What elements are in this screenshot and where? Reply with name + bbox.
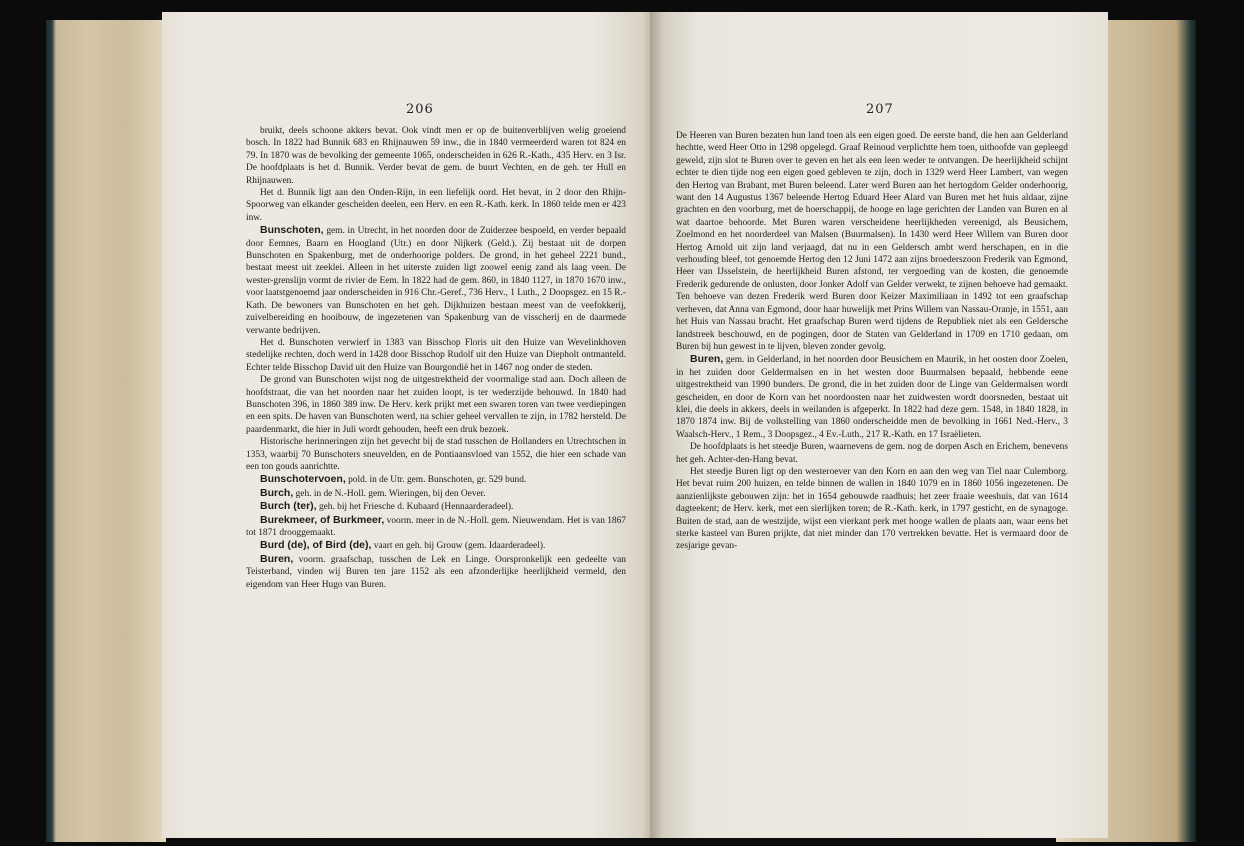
- paragraph: [246, 514, 626, 540]
- entry-headword: Burch (ter),: [260, 500, 317, 513]
- paragraph: [246, 539, 626, 552]
- paragraph-text: Het steedje Buren ligt op den westeroever van den Korn en aan den weg van Tiel naar Culemborg. Het bevat ruim 200 huizen, en telde binnen de wallen in 1840 1079 en in 1860 1056 ingezetenen. De aanzienlijkste gebouwen zijn: het in 1654 gebouwde raadhuis; het zeer fraaie weeshuis, dat van 1614 dagteekent; de Herv. kerk, met een sierlijken toren; de R.-Kath. kerk, in 1797 gesticht, en de synagoge. Buiten de stad, aan de westzijde, wijst een vierkant perk met hooge wallen de plaats aan, waar eens het sterke kasteel van Buren prijkte, dat niet minder dan 170 vertrekken bevatte. Het is vermaard door de zesjarige gevan-: [676, 466, 1068, 552]
- paragraph: [676, 353, 1068, 441]
- paragraph: [246, 337, 626, 374]
- paragraph-text: gem. in Gelderland, in het noorden door Beusichem en Maurik, in het oosten door Zoelen, in het zuiden door Geldermalsen en in het westen door Buurmalsen bepaald, hebbende eene uitgestrektheid van 1990 bunders. De grond, die in het zuiden door de Linge van Geldermalsen wordt gescheiden, en door de Korn van het noordoosten naar het zuidwesten wordt doorsneden, bestaat uit klei, die deels in akkers, deels in weilanden is afgeperkt. In 1822 had deze gem. 1548, in 1840 1828, in 1870 1874 inw. Bij de volkstelling van 1860 onderscheidde men de bevolking in 1661 Ned.-Herv., 3 Waalsch-Herv., 1 Rem., 3 Doopsgez., 4 Ev.-Luth., 217 R.-Kath. en 17 Israëlieten.: [676, 355, 1068, 440]
- left-page: [162, 12, 654, 838]
- paragraph-text: geh. in de N.-Holl. gem. Wieringen, bij den Oever.: [293, 488, 486, 499]
- right-page: [650, 12, 1108, 838]
- paragraph-text: De grond van Bunschoten wijst nog de uitgestrektheid der voormalige stad aan. Doch alleen de hoofdstraat, die van het noorden naar het zuiden loopt, is ter wederzijde behouwd. In 1840 had Bunschoten 396, in 1860 389 inw. De Herv. kerk prijkt met een swaren toren van twee verdiepingen en een spits. De haven van Bunschoten werd, na schier geheel vervallen te zijn, in 1782 hersteld. De paardenmarkt, die hier in Juli wordt gehouden, heeft een druk bezoek.: [246, 375, 626, 435]
- left-page-block: [46, 20, 166, 842]
- entry-headword: Buren,: [260, 552, 294, 565]
- entry-headword: Burch,: [260, 486, 294, 499]
- paragraph-text: Het d. Bunnik ligt aan den Onden-Rijn, in een liefelijk oord. Het bevat, in 2 door den Rhijn-Spoorweg van elkander gescheiden deelen, een Herv. en een R.-Kath. kerk. In 1860 telde men er 423 inw.: [246, 188, 626, 223]
- paragraph: [246, 500, 626, 513]
- paragraph: [246, 374, 626, 436]
- paragraph-text: voorm. graafschap, tusschen de Lek en Linge. Oorspronkelijk een gedeelte van Teisterband, vinden wij Buren ten jare 1152 als een afzonderlijke heerlijkheid vermeld, den eigendom van Heer Hugo van Buren.: [246, 554, 626, 590]
- paragraph: [676, 441, 1068, 466]
- right-page-text: [676, 130, 1068, 553]
- entry-headword: Bunschoten,: [260, 224, 324, 237]
- paragraph: [246, 224, 626, 337]
- paragraph-text: vaart en geh. bij Grouw (gem. Idaarderadeel).: [371, 541, 546, 552]
- entry-headword: Burekmeer, of Burkmeer,: [260, 513, 385, 526]
- paragraph: [676, 130, 1068, 353]
- entry-headword: Bunschotervoen,: [260, 473, 346, 486]
- paragraph: [246, 436, 626, 473]
- paragraph: [246, 553, 626, 591]
- paragraph: [676, 466, 1068, 553]
- paragraph-text: Historische herinneringen zijn het gevecht bij de stad tusschen de Hollanders en Utrechtschen in 1353, waarbij 70 Bunschoters sneuvelden, en de Pontiaansvloed van 1552, die hier een schade van een ton gouds aanrichtte.: [246, 437, 626, 472]
- left-page-text: [246, 125, 626, 591]
- paragraph: [246, 187, 626, 224]
- paragraph: [246, 473, 626, 486]
- paragraph: [246, 487, 626, 500]
- paragraph-text: De Heeren van Buren bezaten hun land toen als een eigen goed. De eerste band, die hen aan Gelderland hechtte, werd Heer Otto in 1298 opgelegd. Graaf Reinoud verplichtte hem toen, uithoofde van gepleegd geweld, zijn slot te Buren over te geven en het als een leen weder te ontvangen. De heerlijkheid schijnt echter te dien tijde nog een eigen goed gebleven te zijn, doch in 1329 werd Heer Lambert, van wegen den Hertog van Brabant, met Buren beleend. Later werd Buren aan het hertogdom Gelder onderhoorig, want den 14 Augustus 1367 beleende Hertog Eduard Heer Alard van Buren met het huis aldaar, zijne grachten en den voorburg, met de hoerschappij, de hooge en lage gerichten der Landen van Buren en al wat daartoe behoorde. Met Buren waren verscheidene heerlijkheden vereenigd, als Beusichem, Zoelmond en het noorderdeel van Malsen (Buurmalsen). In 1430 werd Heer Willem van Buren door Hertog Arnold uit zijn land verjaagd, dat nu in een Geldersch ambt werd herschapen, en in die verhouding bleef, tot genoemde Hertog den 12 Juni 1472 aan zijns broederszoon Frederik van Egmond, Heer van IJsselstein, de heerlijkheid Buren afstond, ter vergoeding van de kosten, die genoemde Frederik gedurende de onlusten, door Jonker Adolf van Gelder verwekt, te zijnen behoeve had gemaakt. Ten behoeve van dezen Frederik werd Buren door Keizer Maximiliaan in 1492 tot een graafschap verheven, dat Anna van Egmond, door haar huwelijk met Prins Willem van Nassau-Oranje, in 1551, aan het Huis van Nassau bracht. Het graafschap Buren werd tijdens de Republiek niet als een Geldersche landstreek beschouwd, en de pogingen, door de Staten van Gelderland in 1709 en 1710 gedaan, om Buren bij hun gewest in te lijven, bleven zonder gevolg.: [676, 131, 1068, 352]
- paragraph-text: Het d. Bunschoten verwierf in 1383 van Bisschop Floris uit den Huize van Wevelinkhoven stedelijke rechten, doch werd in 1428 door Bisschop Rudolf uit den Huize van Diepholt ontmanteld. Echter telde Bisschop David uit den Huize van Bourgondië het in 1467 nog onder de steden.: [246, 337, 626, 373]
- paragraph-text: gem. in Utrecht, in het noorden door de Zuiderzee bespoeld, en verder bepaald door Eemnes, Baarn en Hoogland (Utr.) en door Nijkerk (Geld.). Zij bestaat uit de dorpen Bunschoten en Spakenburg, met de onderhoorige polders. De grond, in het geheel 2221 bund., bestaat meest uit zeeklei. Alleen in het uiterste zuiden ligt zoowel eenig zand als laag veen. De wester-grenslijn vormt de rivier de Eem. In 1822 had de gem. 860, in 1840 1127, in 1870 1670 inw., voor laatstgenoemd jaar onderscheiden in 916 Chr.-Geref., 736 Herv., 1 Luth., 2 Doopsgez. en 15 R.-Kath. De bewoners van Bunschoten en het geh. Dijkhuizen bestaan meest van de veefokkerij, zuivelbereiding en hooibouw, de ingezetenen van Spakenburg van de visscherij en de daarmede verwante bedrijven.: [246, 226, 626, 336]
- entry-headword: Buren,: [690, 353, 724, 366]
- right-page-number: 207: [866, 102, 894, 117]
- paragraph-text: voorm. meer in de N.-Holl. gem. Nieuwendam. Het is van 1867 tot 1871 drooggemaakt.: [246, 515, 626, 538]
- left-page-number: 206: [406, 102, 434, 117]
- paragraph-text: De hoofdplaats is het steedje Buren, waarnevens de gem. nog de dorpen Asch en Erichem, benevens het geh. Achter-den-Hang bevat.: [676, 442, 1068, 465]
- open-book: [46, 12, 1196, 842]
- paragraph-text: geh. bij het Friesche d. Kubaard (Hennaarderadeel).: [316, 502, 514, 513]
- paragraph-text: bruikt, deels schoone akkers bevat. Ook vindt men er op de buitenverblijven welig groeiend bosch. In 1822 had Bunnik 683 en Rhijnauwen 59 inw., die in 1840 vermeerderd waren tot 824 en 79. In 1870 was de bevolking der gemeente 1065, onderscheiden in 626 R.-Kath., 435 Herv. en 3 Isr. De hoofdplaats is het d. Bunnik. Verder bevat de gem. de buurt Vechten, en de geh. ter Hull en Rhijnauwen.: [246, 126, 626, 186]
- paragraph: [246, 125, 626, 187]
- paragraph-text: pold. in de Utr. gem. Bunschoten, gr. 529 bund.: [345, 475, 527, 486]
- entry-headword: Burd (de), of Bird (de),: [260, 539, 372, 552]
